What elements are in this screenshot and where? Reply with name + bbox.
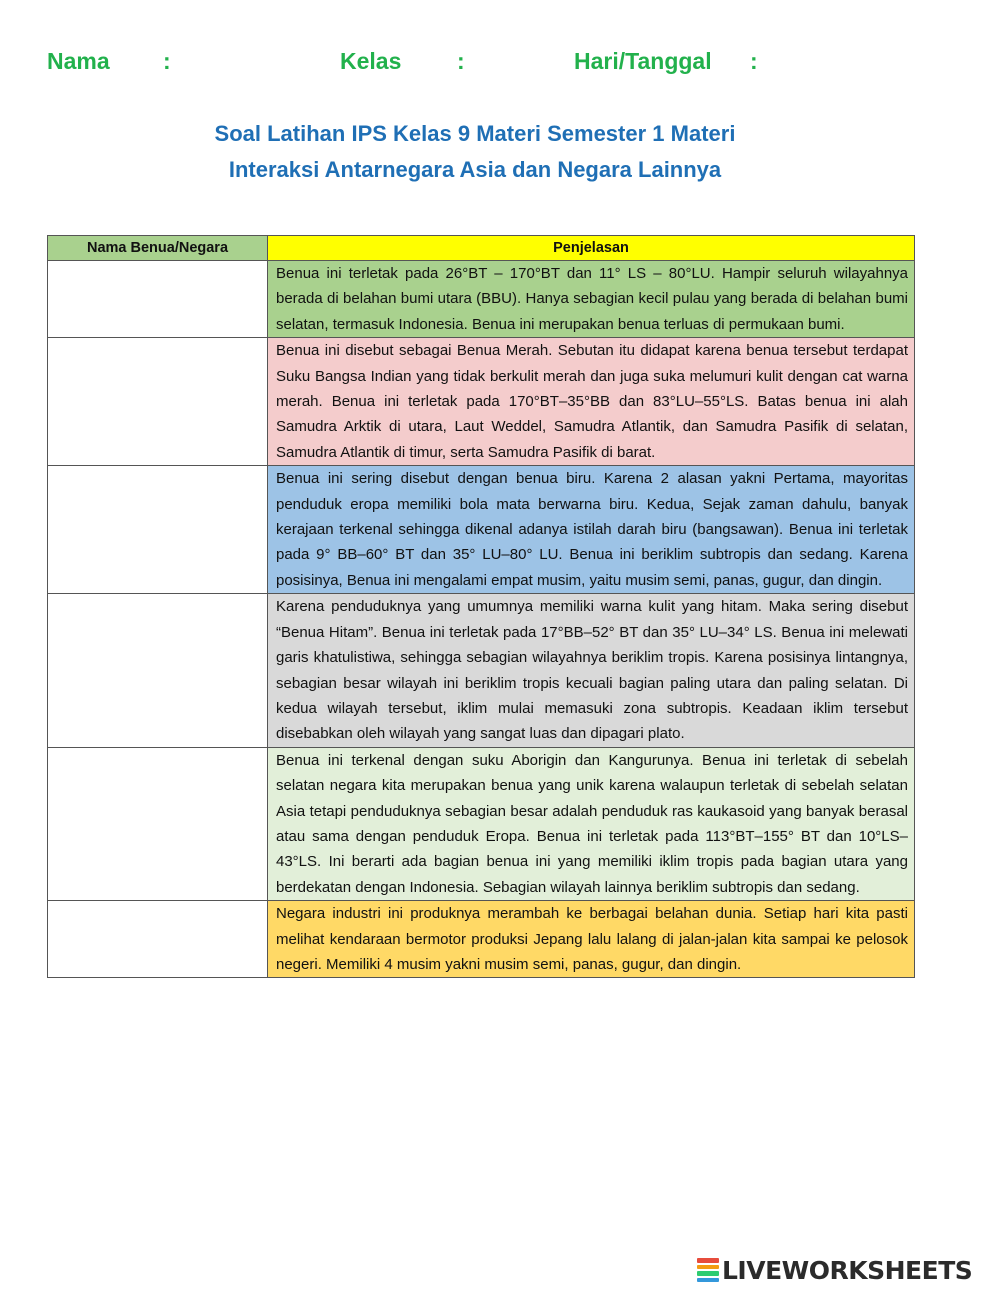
header-nama-benua: Nama Benua/Negara <box>48 236 268 261</box>
tanggal-colon: : <box>750 48 758 74</box>
description-cell-6: Negara industri ini produknya merambah ke berbagai belahan dunia. Setiap hari kita pasti melihat kendaraan bermotor produksi Jepang lalu lalang di jalan-jalan kita sampai ke pelosok negeri. Memiliki 4 musim yakni musim semi, panas, gugur, dan dingin. <box>268 901 915 978</box>
answer-cell-2[interactable] <box>48 338 268 466</box>
answer-cell-1[interactable] <box>48 261 268 338</box>
student-info-header <box>0 48 1000 78</box>
description-cell-5: Benua ini terkenal dengan suku Aborigin dan Kangurunya. Benua ini terletak di sebelah selatan negara kita merupakan benua yang unik karena walaupun terletak di sebelah selatan Asia tetapi penduduknya sebagian besar adalah penduduk ras kaukasoid yang banyak berasal atau sama dengan penduduk Eropa. Benua ini terletak pada 113°BT–155° BT dan 10°LS–43°LS. Ini berarti ada bagian benua ini yang memiliki iklim tropis pada bagian utara yang berdekatan dengan Indonesia. Sebagian wilayah lainnya beriklim subtropis dan sedang. <box>268 747 915 900</box>
worksheet-title-line1: Soal Latihan IPS Kelas 9 Materi Semester 1 Materi <box>214 121 736 146</box>
liveworksheets-logo <box>697 1256 972 1284</box>
liveworksheets-mark-icon <box>697 1257 719 1283</box>
kelas-colon: : <box>457 48 465 74</box>
table-header-row <box>48 236 915 261</box>
description-cell-3: Benua ini sering disebut dengan benua biru. Karena 2 alasan yakni Pertama, mayoritas penduduk eropa memiliki bola mata berwarna biru. Kedua, Sejak zaman dahulu, banyak kerajaan terkenal sehingga dikenal adanya istilah darah biru (bangsawan). Benua ini terletak pada 9° BB–60° BT dan 35° LU–80° LU. Benua ini beriklim subtropis dan sedang. Karena posisinya, Benua ini mengalami empat musim, yaitu musim semi, panas, gugur, dan dingin. <box>268 466 915 594</box>
description-cell-2: Benua ini disebut sebagai Benua Merah. Sebutan itu didapat karena benua tersebut terdapat Suku Bangsa Indian yang tidak berkulit merah dan juga suka melumuri kulit dengan cat warna merah. Benua ini terletak pada 170°BT–35°BB dan 83°LU–55°LS. Batas benua ini alah Samudra Arktik di utara, Laut Weddel, Samudra Atlantik, dan Samudra Pasifik di selatan, Samudra Atlantik di timur, serta Samudra Pasifik di barat. <box>268 338 915 466</box>
description-cell-1: Benua ini terletak pada 26°BT – 170°BT dan 11° LS – 80°LU. Hampir seluruh wilayahnya berada di belahan bumi utara (BBU). Hanya sebagian kecil pulau yang berada di belahan bumi selatan, termasuk Indonesia. Benua ini merupakan benua terluas di permukaan bumi. <box>268 261 915 338</box>
answer-cell-4[interactable] <box>48 594 268 747</box>
continent-table <box>47 235 915 978</box>
answer-cell-3[interactable] <box>48 466 268 594</box>
answer-cell-6[interactable] <box>48 901 268 978</box>
header-penjelasan: Penjelasan <box>268 236 915 261</box>
description-cell-4: Karena penduduknya yang umumnya memiliki warna kulit yang hitam. Maka sering disebut “Benua Hitam”. Benua ini terletak pada 17°BB–52° BT dan 35° LU–34° LS. Benua ini melewati garis khatulistiwa, sehingga sebagian wilayahnya beriklim tropis. Karena posisinya lintangnya, sebagian besar wilayah ini beriklim tropis kecuali bagian paling utara dan paling selatan. Di kedua wilayah tersebut, iklim mulai memasuki zona subtropis. Keadaan iklim tersebut disebabkan oleh wilayah yang sangat luas dan dipagari plato. <box>268 594 915 747</box>
logo-text: LIVEWORKSHEETS <box>722 1255 973 1285</box>
worksheet-title-line2: Interaksi Antarnegara Asia dan Negara Lainnya <box>228 157 722 182</box>
nama-colon: : <box>163 48 171 74</box>
table-row <box>48 338 915 466</box>
table-row <box>48 901 915 978</box>
nama-label: Nama <box>47 48 110 74</box>
table-row <box>48 594 915 747</box>
kelas-label: Kelas <box>340 48 402 74</box>
table-row <box>48 261 915 338</box>
answer-cell-5[interactable] <box>48 747 268 900</box>
tanggal-label: Hari/Tanggal <box>574 48 712 74</box>
table-row <box>48 466 915 594</box>
table-row <box>48 747 915 900</box>
